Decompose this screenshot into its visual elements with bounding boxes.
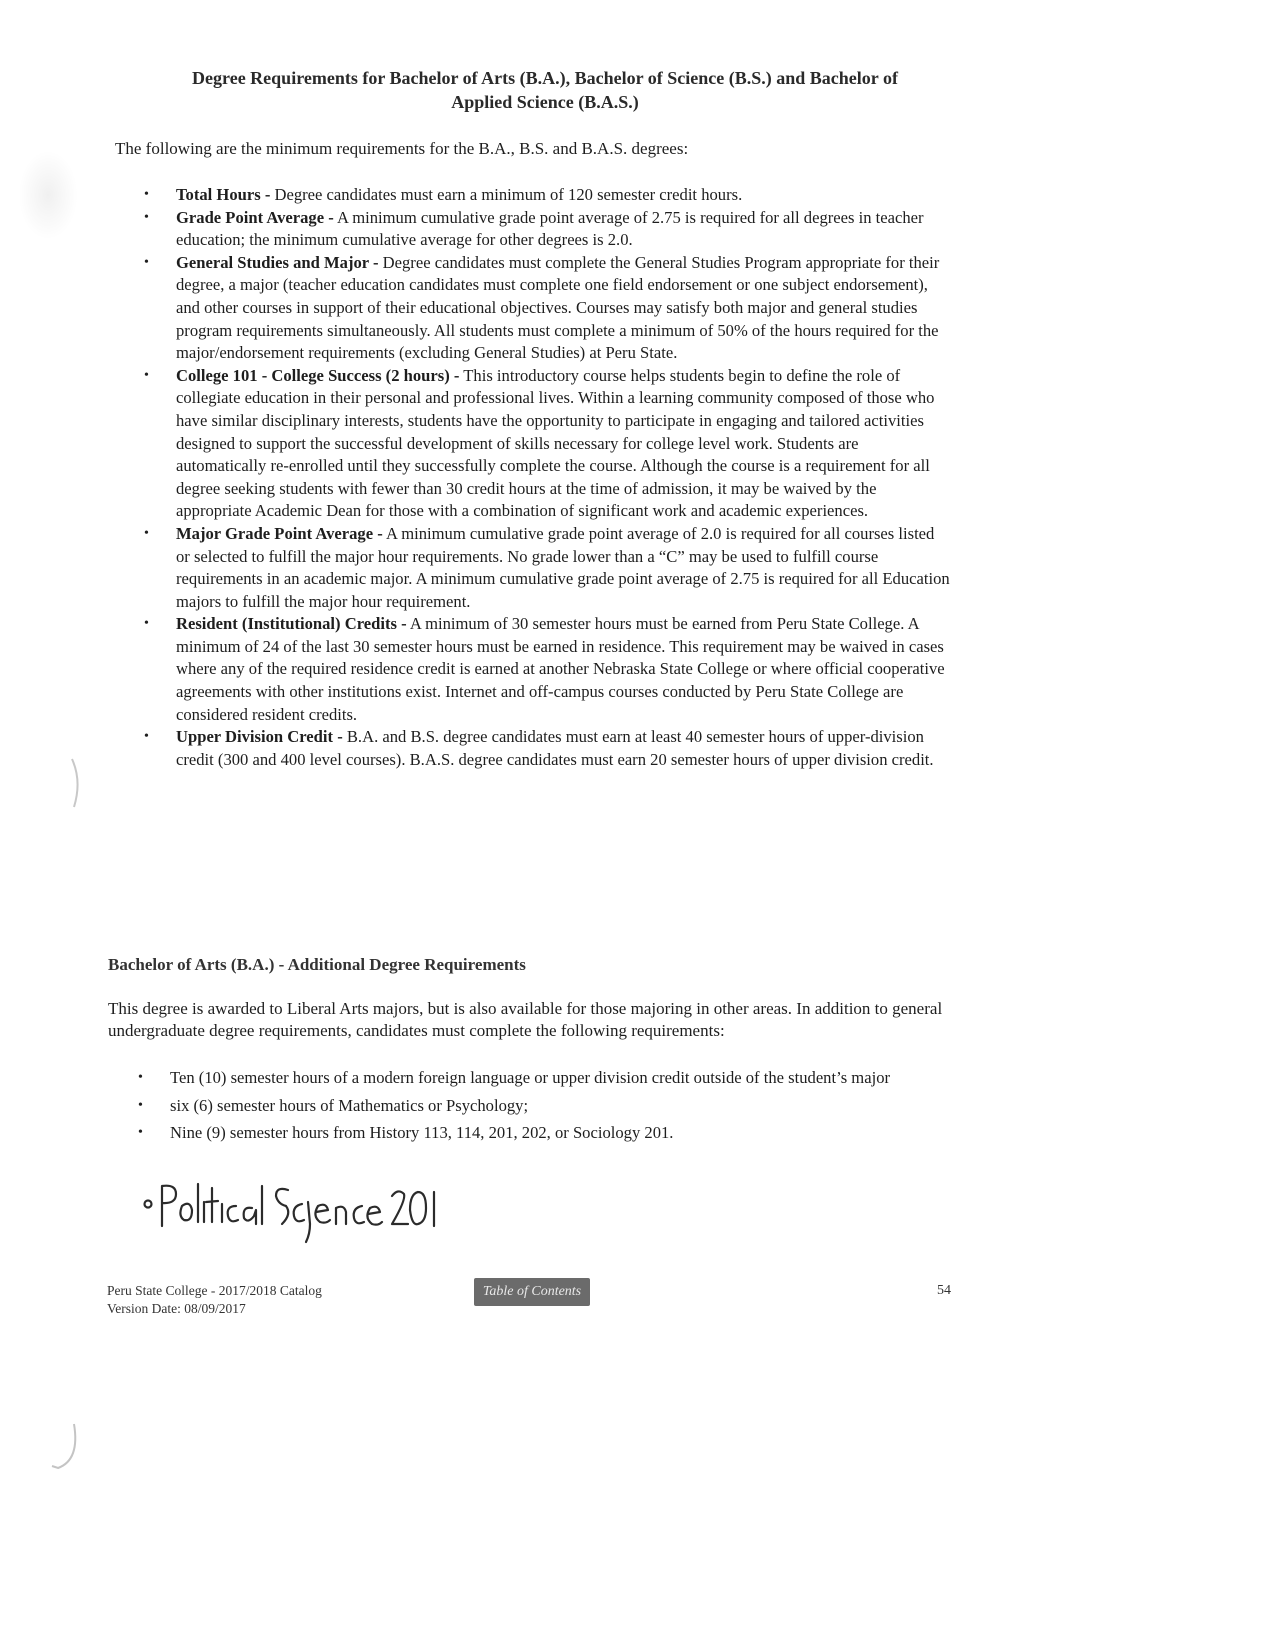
requirement-text: Degree candidates must earn a minimum of 120 semester credit hours.	[270, 185, 743, 204]
page-title-line-1: Degree Requirements for Bachelor of Arts (B.A.), Bachelor of Science (B.S.) and Bachelor of	[192, 68, 898, 88]
requirement-text: A minimum of 30 semester hours must be earned from Peru State College. A minimum of 24 of the last 30 semester hours must be earned in residence. This requirement may be waived in cases where any of the required residence credit is earned at another Nebraska State College or where official cooperative agreements with other institutions exist. Internet and off-campus courses conducted by Peru State College are considered resident credits.	[176, 614, 945, 724]
page-number: 54	[937, 1283, 951, 1298]
ba-requirements-list	[135, 1067, 945, 1150]
ba-section-heading: Bachelor of Arts (B.A.) - Additional Degree Requirements	[108, 955, 526, 974]
ba-requirement-math-psychology: • six (6) semester hours of Mathematics or Psychology;	[135, 1095, 945, 1118]
requirement-major-grade-point-average	[140, 523, 950, 613]
ba-requirement-foreign-language: • Ten (10) semester hours of a modern foreign language or upper division credit outside of the student’s major	[135, 1067, 945, 1090]
footer-version-date: Version Date: 08/09/2017	[107, 1301, 246, 1316]
requirement-college-101	[140, 365, 950, 523]
page-title-line-2: Applied Science (B.A.S.)	[451, 92, 639, 112]
requirement-term: General Studies and Major -	[176, 252, 379, 272]
requirement-term: Total Hours -	[176, 185, 271, 204]
handwritten-note	[140, 1170, 440, 1250]
requirement-text: B.A. and B.S. degree candidates must earn at least 40 semester hours of upper-division credit (300 and 400 level courses). B.A.S. degree candidates must earn 20 semester hours of upper division credit.	[176, 727, 934, 769]
requirement-text: This introductory course helps students begin to define the role of collegiate education in their personal and professional lives. Within a learning community composed of those who have similar disciplinary interests, students have the opportunity to participate in engaging and tailored activities designed to support the successful development of skills necessary for college level work. Students are automatically re-enrolled until they successfully complete the course. Although the course is a requirement for all degree seeking students with fewer than 30 credit hours at the time of admission, it may be waived by the appropriate Academic Dean for those with a combination of significant work and academic experiences.	[176, 365, 935, 521]
requirement-text: Degree candidates must complete the General Studies Program appropriate for their degree, a major (teacher education candidates must complete one field endorsement or one subject endorsement), and other courses in support of their educational objectives. Courses may satisfy both major and general studies program requirements simultaneously. All students must complete a minimum of 50% of the hours required for the major/endorsement requirements (excluding General Studies) at Peru State.	[176, 252, 940, 363]
scan-artifact-mark	[66, 755, 86, 811]
requirement-grade-point-average	[140, 207, 950, 252]
requirement-upper-division-credit	[140, 726, 950, 771]
page-title	[130, 66, 960, 114]
ba-requirement-history-sociology: • Nine (9) semester hours from History 113, 114, 201, 202, or Sociology 201.	[135, 1122, 945, 1145]
footer-catalog-name: Peru State College - 2017/2018 Catalog	[107, 1283, 322, 1298]
requirement-term: Major Grade Point Average -	[176, 523, 383, 543]
requirement-total-hours	[140, 184, 950, 207]
table-of-contents-button[interactable]: Table of Contents	[474, 1278, 590, 1306]
requirement-text: A minimum cumulative grade point average of 2.0 is required for all courses listed or selected to fulfill the major hour requirements. No grade lower than a “C” may be used to fulfill course requirements in an academic major. A minimum cumulative grade point average of 2.75 is required for all Education majors to fulfill the major hour requirement.	[176, 523, 950, 611]
requirement-text: A minimum cumulative grade point average of 2.75 is required for all degrees in teacher education; the minimum cumulative average for other degrees is 2.0.	[176, 207, 924, 250]
ba-section-intro: This degree is awarded to Liberal Arts majors, but is also available for those majoring in other areas. In addition to general undergraduate degree requirements, candidates must complete the following requirements:	[108, 999, 943, 1040]
scan-smudge	[18, 150, 78, 240]
footer-catalog-info	[107, 1282, 322, 1318]
requirement-term: College 101 - College Success (2 hours) -	[176, 365, 460, 385]
requirement-term: Upper Division Credit -	[176, 727, 343, 747]
intro-paragraph: The following are the minimum requirements for the B.A., B.S. and B.A.S. degrees:	[115, 139, 689, 158]
requirement-general-studies-and-major	[140, 252, 950, 365]
requirements-list	[140, 184, 950, 771]
requirement-term: Resident (Institutional) Credits -	[176, 614, 407, 634]
requirement-resident-credits	[140, 613, 950, 726]
scan-artifact-mark	[48, 1420, 82, 1476]
requirement-term: Grade Point Average -	[176, 207, 334, 227]
